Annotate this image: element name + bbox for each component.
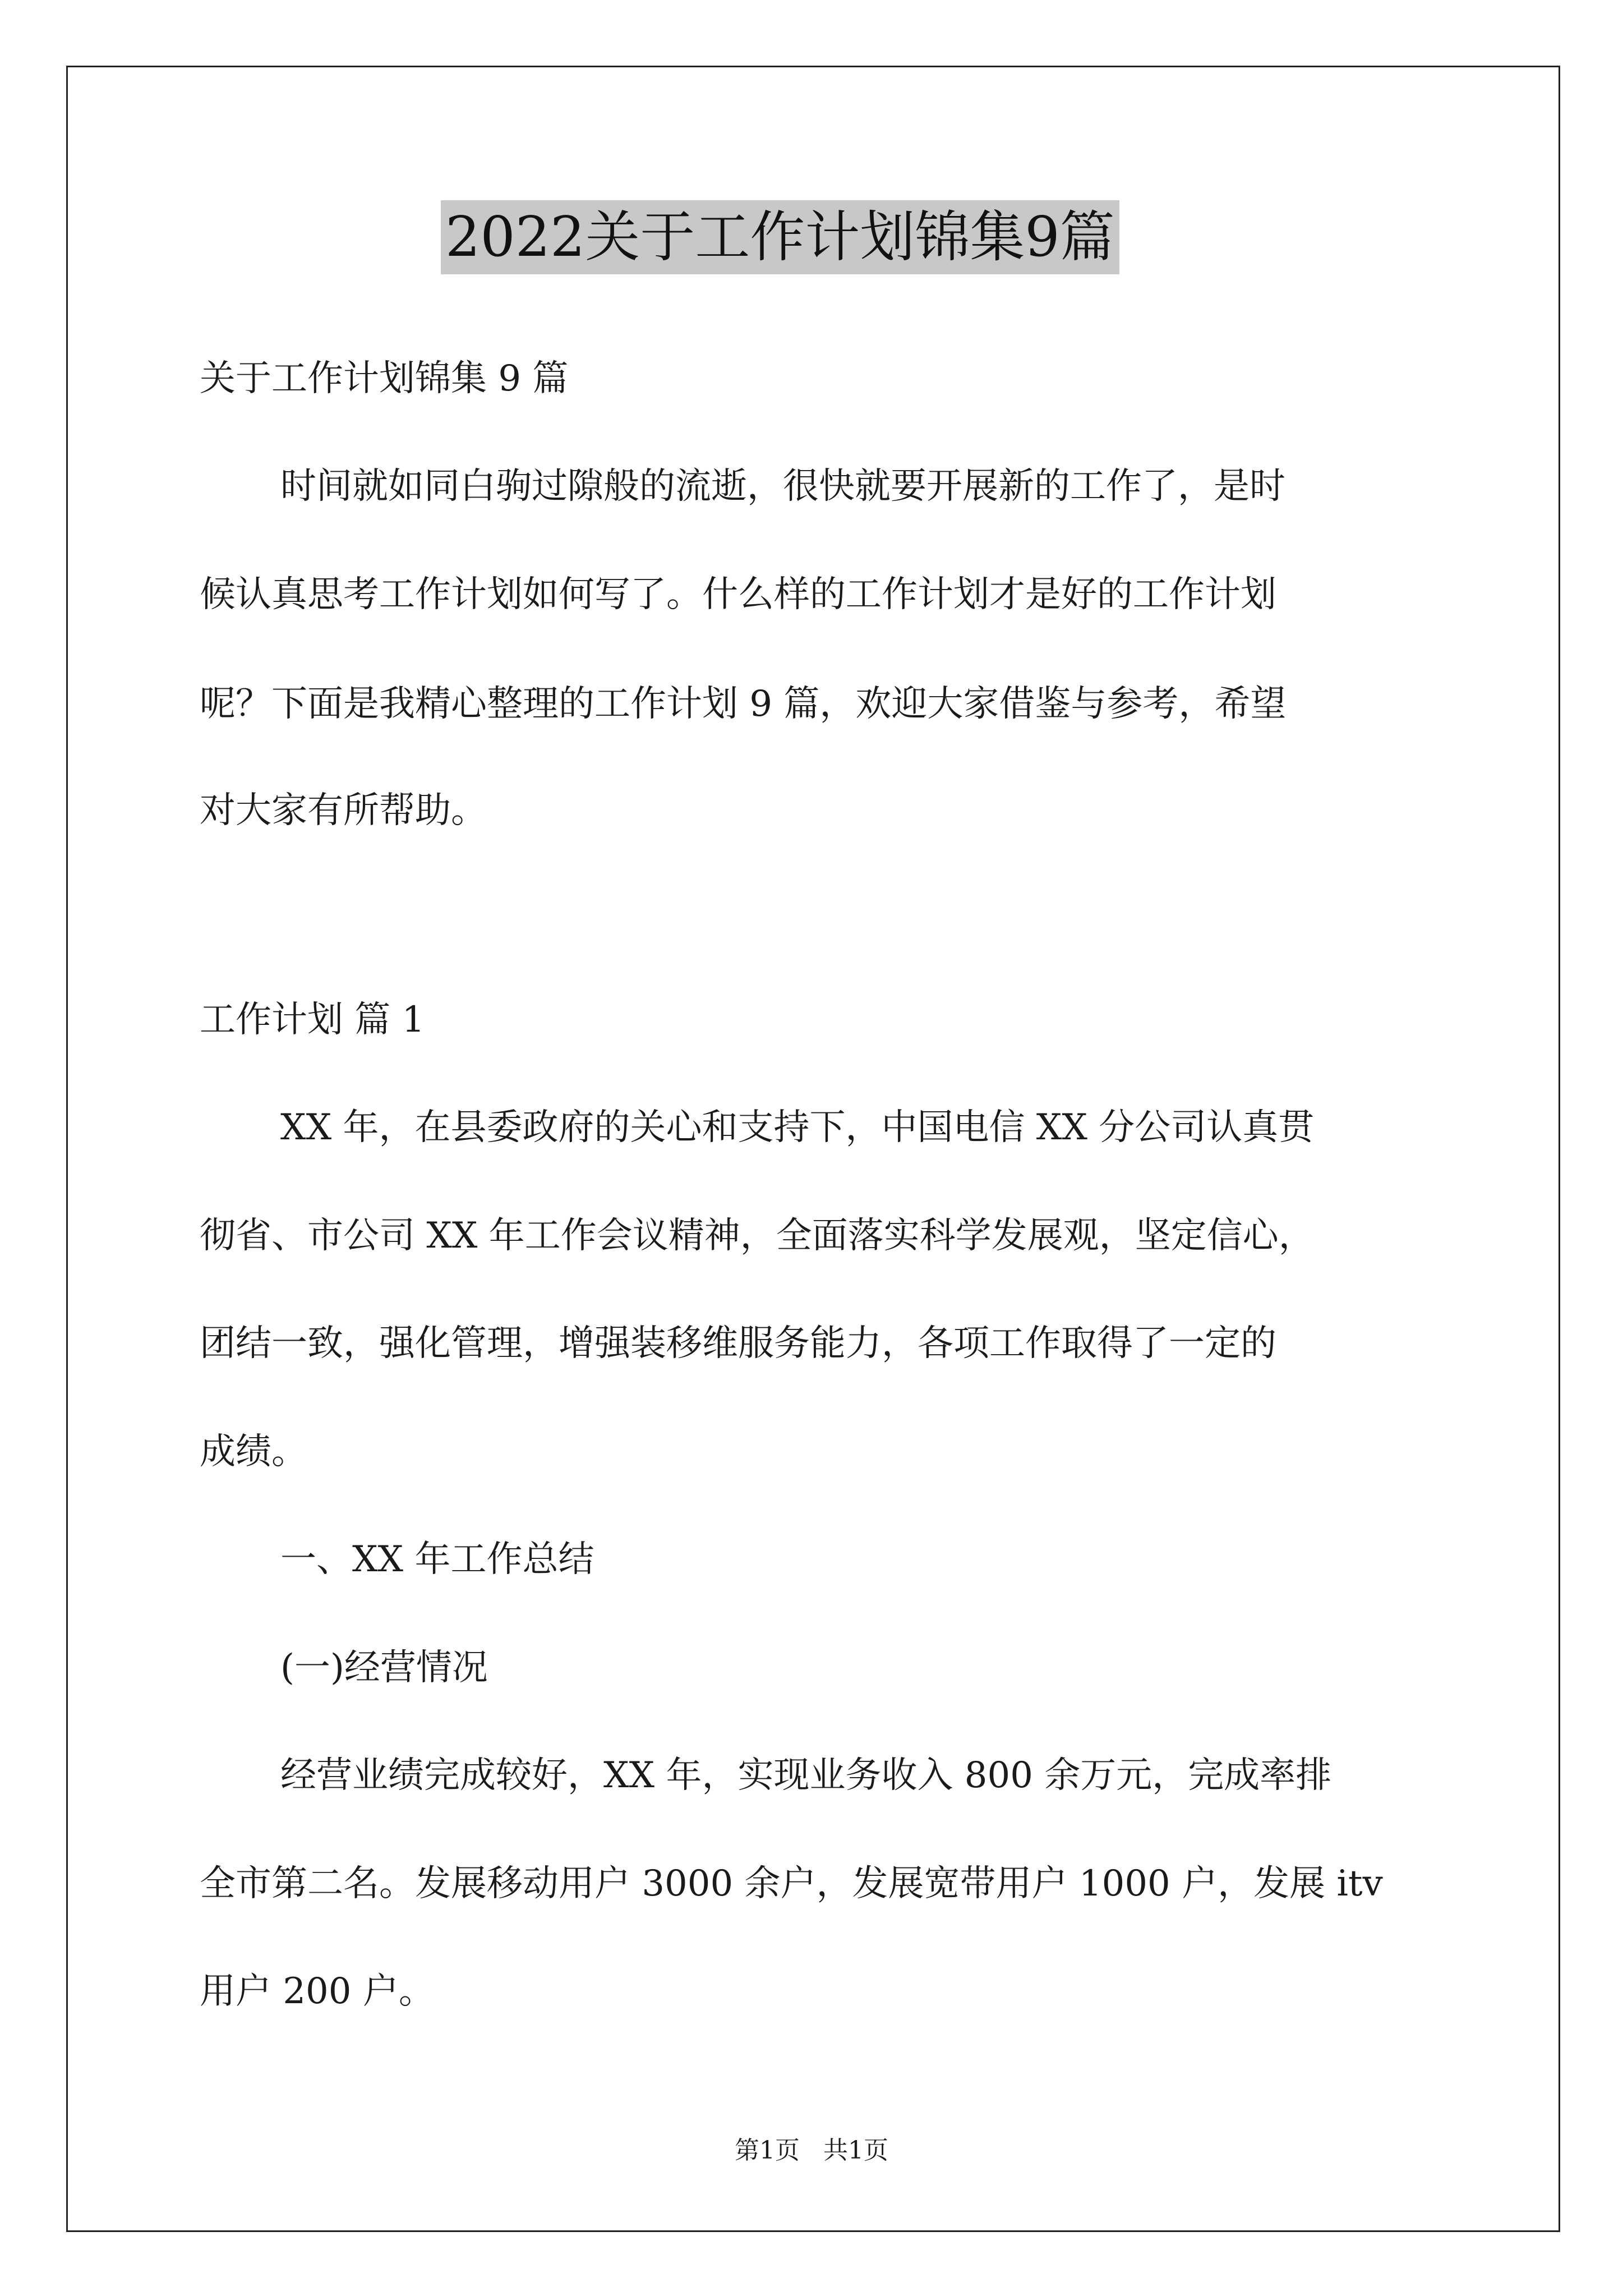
paragraph-line: 团结一致，强化管理，增强装移维服务能力，各项工作取得了一定的 xyxy=(200,1323,1276,1364)
page-footer: 第1页 共1页 xyxy=(735,2136,888,2165)
section-heading: 工作计划 篇 1 xyxy=(200,999,425,1041)
paragraph-line: 彻省、市公司 XX 年工作会议精神，全面落实科学发展观，坚定信心， xyxy=(200,1215,1315,1257)
paragraph-line: 成绩。 xyxy=(200,1431,307,1473)
intro-line: 对大家有所帮助。 xyxy=(200,790,487,831)
paragraph-line: 全市第二名。发展移动用户 3000 余户，发展宽带用户 1000 户，发展 itv xyxy=(200,1863,1383,1904)
paragraph-line: 用户 200 户。 xyxy=(200,1971,435,2012)
paragraph-line: 经营业绩完成较好，XX 年，实现业务收入 800 余万元，完成率排 xyxy=(280,1755,1332,1796)
intro-line: 呢？下面是我精心整理的工作计划 9 篇，欢迎大家借鉴与参考，希望 xyxy=(200,683,1287,725)
document-subtitle: 关于工作计划锦集 9 篇 xyxy=(200,358,569,399)
subheading: 一、XX 年工作总结 xyxy=(280,1539,594,1580)
paragraph-line: XX 年，在县委政府的关心和支持下，中国电信 XX 分公司认真贯 xyxy=(280,1107,1315,1148)
subheading: (一)经营情况 xyxy=(280,1647,488,1688)
intro-line: 候认真思考工作计划如何写了。什么样的工作计划才是好的工作计划 xyxy=(200,574,1276,615)
document-title: 2022关于工作计划锦集9篇 xyxy=(441,200,1119,274)
intro-line: 时间就如同白驹过隙般的流逝，很快就要开展新的工作了，是时 xyxy=(280,466,1285,507)
